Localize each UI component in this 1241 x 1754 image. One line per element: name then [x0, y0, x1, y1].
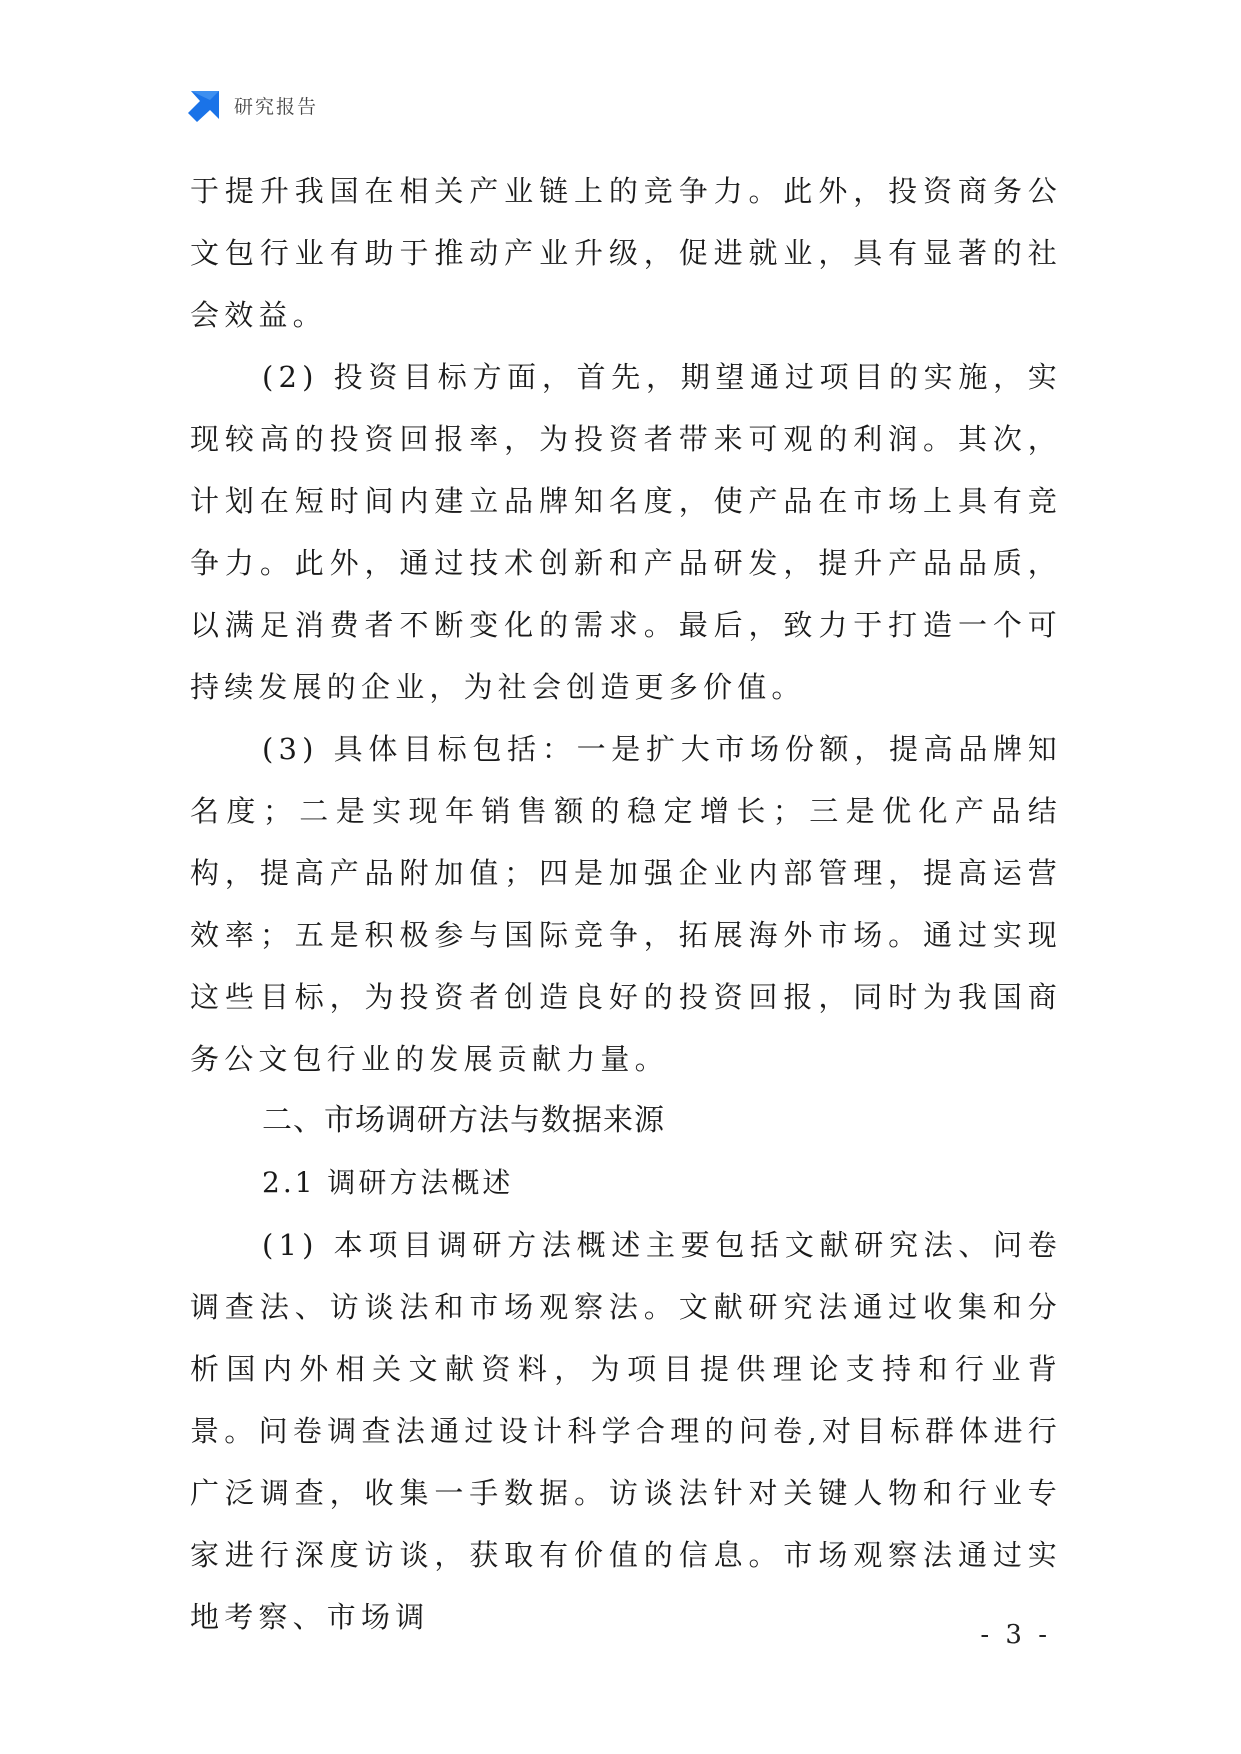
section-heading: 二、市场调研方法与数据来源	[262, 1103, 665, 1138]
header-title: 研究报告	[234, 95, 319, 118]
paragraph-investment-goals: (2) 投资目标方面，首先，期望通过项目的实施，实现较高的投资回报率，为投资者带来可观的利润。其次，计划在短时间内建立品牌知名度，使产品在市场上具有竞争力。此外，通过技术创新和产品研发，提升产品品质，以满足消费者不断变化的需求。最后，致力于打造一个可持续发展的企业，为社会创造更多价值。	[190, 360, 1062, 704]
document-body	[190, 160, 1062, 1648]
page-header	[188, 88, 318, 122]
paragraph-specific-goals: (3) 具体目标包括：一是扩大市场份额，提高品牌知名度；二是实现年销售额的稳定增长；三是优化产品结构，提高产品附加值；四是加强企业内部管理，提高运营效率；五是积极参与国际竞争，拓展海外市场。通过实现这些目标，为投资者创造良好的投资回报，同时为我国商务公文包行业的发展贡献力量。	[190, 732, 1062, 1076]
paragraph-research-methods: (1) 本项目调研方法概述主要包括文献研究法、问卷调查法、访谈法和市场观察法。文献研究法通过收集和分析国内外相关文献资料，为项目提供理论支持和行业背景。问卷调查法通过设计科学合理的问卷,对目标群体进行广泛调查，收集一手数据。访谈法针对关键人物和行业专家进行深度访谈，获取有价值的信息。市场观察法通过实地考察、市场调	[190, 1228, 1062, 1634]
arrow-up-right-icon	[188, 88, 222, 122]
paragraph-continuation: 于提升我国在相关产业链上的竞争力。此外，投资商务公文包行业有助于推动产业升级，促进就业，具有显著的社会效益。	[190, 174, 1062, 332]
subsection-heading: 2.1 调研方法概述	[262, 1166, 514, 1199]
page-number: - 3 -	[980, 1620, 1051, 1650]
